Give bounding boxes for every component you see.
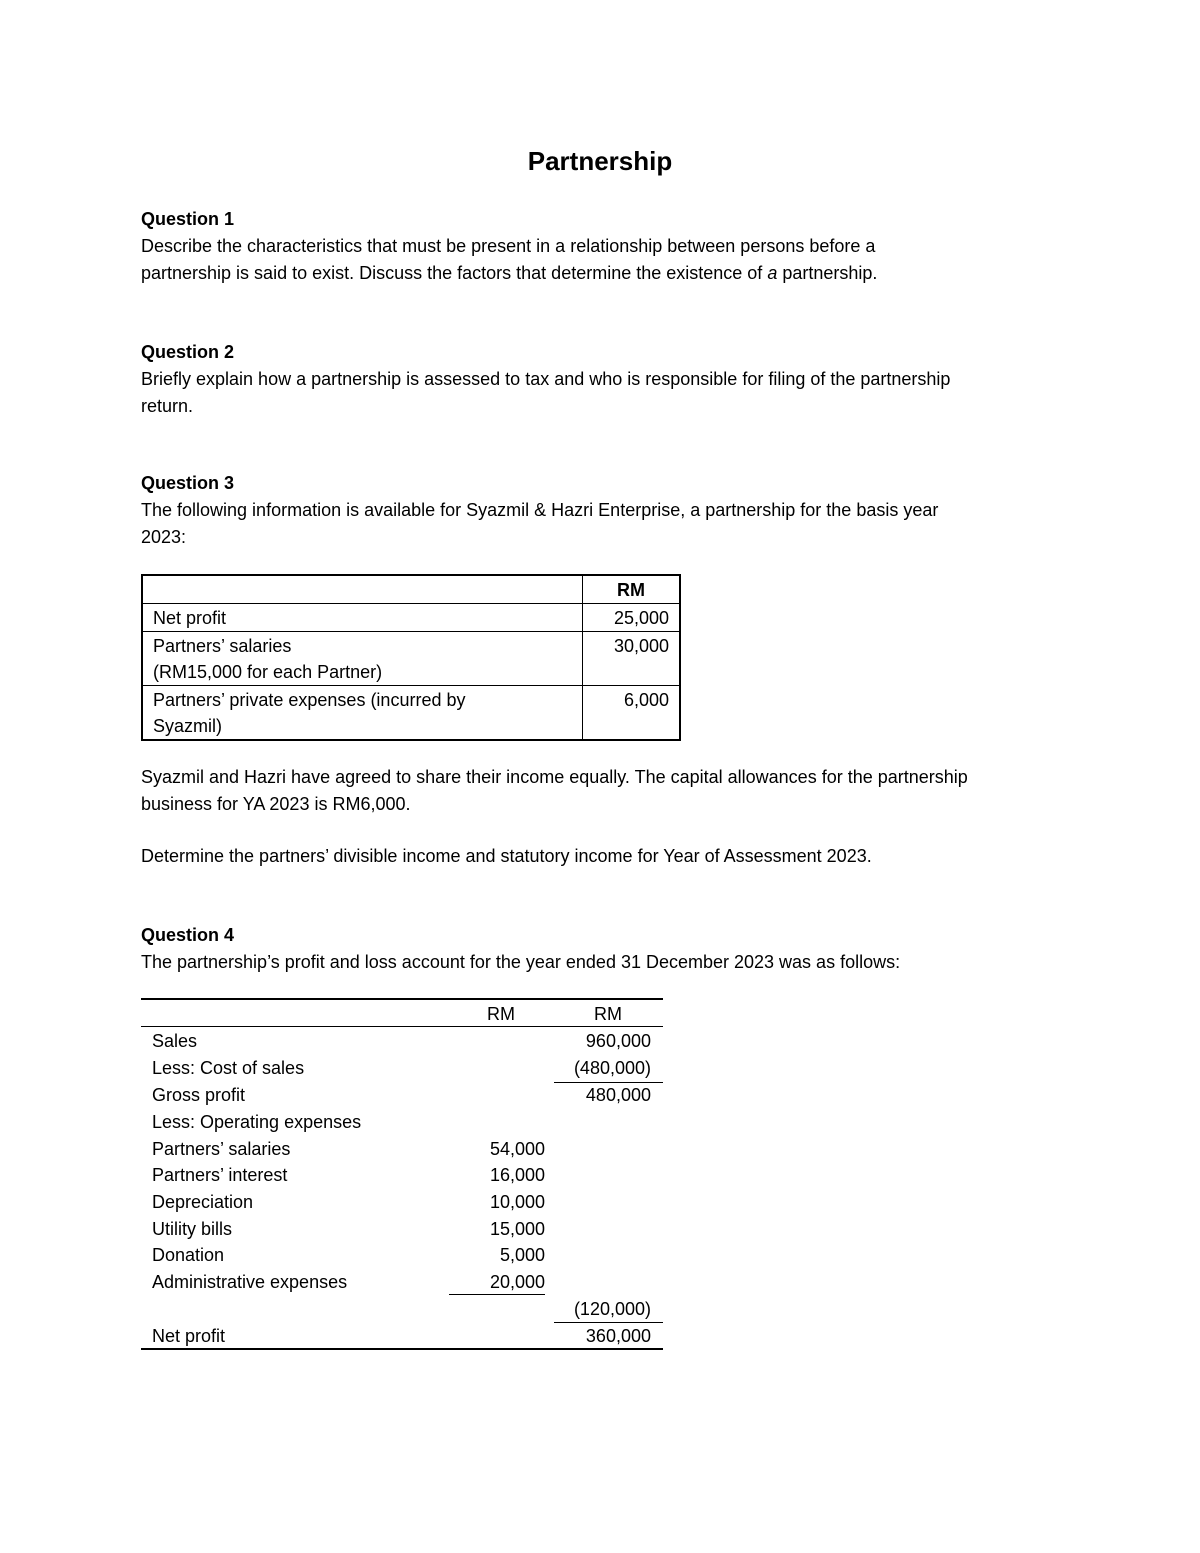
question-1-line-2-b: partnership. [777, 263, 878, 283]
pl-row-label: Less: Operating expenses [152, 1112, 362, 1132]
table-header-rm: RM [583, 575, 681, 604]
question-3-line-1: The following information is available for Syazmil & Hazri Enterprise, a partnership for the basis year [141, 500, 939, 520]
table-row [141, 1216, 663, 1243]
table-row [141, 1109, 663, 1136]
table-row [141, 1082, 663, 1109]
table-row [141, 1136, 663, 1163]
table-row-label [142, 686, 583, 741]
table-row [141, 1028, 663, 1055]
table-row [141, 1242, 663, 1269]
pl-row-label: Depreciation [152, 1192, 254, 1212]
pl-underline [449, 1294, 545, 1295]
question-3-task [141, 843, 1071, 870]
question-3-line-2: 2023: [141, 527, 187, 547]
table-row [141, 1323, 663, 1350]
question-3-after-line-1: Syazmil and Hazri have agreed to share their income equally. The capital allowances for the partnership [141, 767, 968, 787]
pl-row-col1: 16,000 [489, 1165, 545, 1185]
question-1-line-2-a: partnership is said to exist. Discuss the factors that determine the existence of [141, 263, 768, 283]
table-row-label-line: Syazmil) [153, 716, 223, 736]
pl-row-col1: 20,000 [489, 1272, 545, 1292]
table-row-value: 30,000 [583, 632, 681, 686]
question-4-line-1: The partnership’s profit and loss account for the year ended 31 December 2023 was as follows: [141, 952, 901, 972]
table-header-blank [142, 575, 583, 604]
pl-col2-header: RM [594, 1004, 622, 1024]
question-2-heading: Question 2 [141, 342, 235, 362]
table-row [141, 1055, 663, 1082]
question-1-line-2-italic: a [767, 263, 778, 283]
pl-row-label: Net profit [152, 1326, 226, 1346]
pl-row-label: Partners’ salaries [152, 1139, 291, 1159]
table-row [141, 1269, 663, 1296]
pl-top-rule [141, 998, 663, 1000]
table-row [141, 1189, 663, 1216]
pl-header-row [141, 1001, 663, 1028]
table-row [142, 604, 680, 632]
pl-row-col1: 5,000 [499, 1245, 545, 1265]
table-row-label-line: Partners’ private expenses (incurred by [153, 690, 466, 710]
pl-row-label: Administrative expenses [152, 1272, 348, 1292]
pl-row-label: Utility bills [152, 1219, 233, 1239]
pl-row-label: Partners’ interest [152, 1165, 288, 1185]
table-row-value: 6,000 [583, 686, 681, 741]
pl-row-col1: 15,000 [489, 1219, 545, 1239]
pl-row-col2: 480,000 [585, 1085, 651, 1105]
question-3-table [141, 574, 681, 741]
pl-row-label: Donation [152, 1245, 225, 1265]
pl-row-col1: 10,000 [489, 1192, 545, 1212]
question-3-after-line-2: business for YA 2023 is RM6,000. [141, 794, 411, 814]
question-3-after [141, 764, 1071, 818]
table-header-row [142, 575, 680, 604]
pl-row-col2: 960,000 [585, 1031, 651, 1051]
pl-row-col2: 360,000 [585, 1326, 651, 1346]
pl-row-label: Sales [152, 1031, 198, 1051]
question-3-heading: Question 3 [141, 473, 235, 493]
question-2-line-2: return. [141, 396, 194, 416]
table-row [142, 686, 680, 741]
table-row [141, 1296, 663, 1323]
question-4 [141, 922, 1071, 976]
pl-row-col1: 54,000 [489, 1139, 545, 1159]
question-3 [141, 470, 1071, 551]
pl-col1-header: RM [487, 1004, 515, 1024]
table-row-label-line: Net profit [153, 608, 227, 628]
pl-row-label: Gross profit [152, 1085, 246, 1105]
question-2 [141, 339, 1071, 420]
page-title: Partnership [527, 146, 673, 176]
table-row-label [142, 604, 583, 632]
table-row-label [142, 632, 583, 686]
question-1 [141, 206, 1071, 287]
pl-row-col2: (480,000) [573, 1058, 651, 1078]
question-4-heading: Question 4 [141, 925, 235, 945]
question-1-line-1: Describe the characteristics that must be present in a relationship between persons before a [141, 236, 876, 256]
question-3-task-line: Determine the partners’ divisible income and statutory income for Year of Assessment 2023. [141, 846, 872, 866]
table-row-label-line: (RM15,000 for each Partner) [153, 662, 383, 682]
question-1-line-2 [141, 260, 1071, 287]
table-row-label-line: Partners’ salaries [153, 636, 292, 656]
question-2-line-1: Briefly explain how a partnership is assessed to tax and who is responsible for filing of the partnership [141, 369, 951, 389]
table-row [141, 1162, 663, 1189]
pl-row-label: Less: Cost of sales [152, 1058, 305, 1078]
table-row-value: 25,000 [583, 604, 681, 632]
question-1-heading: Question 1 [141, 209, 235, 229]
pl-row-col2: (120,000) [573, 1299, 651, 1319]
table-row [142, 632, 680, 686]
pl-bottom-rule [141, 1348, 663, 1350]
